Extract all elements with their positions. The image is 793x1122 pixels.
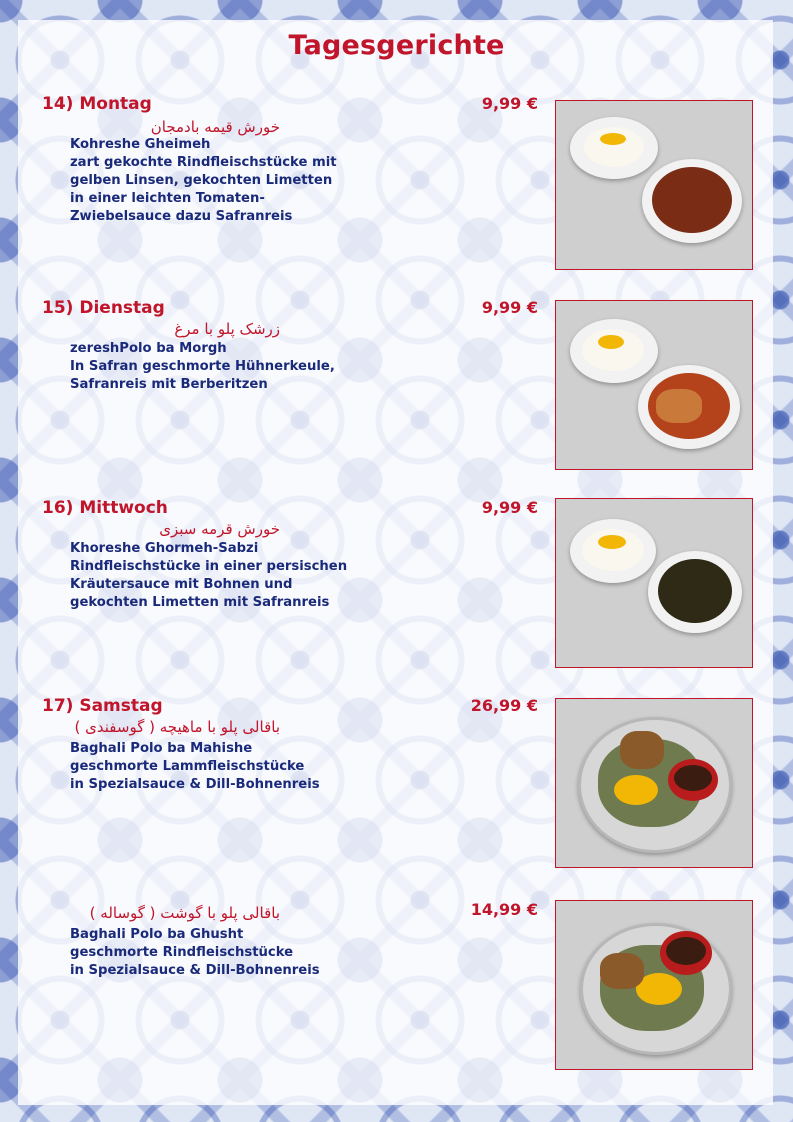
item-name: Baghali Polo ba Ghusht — [70, 927, 244, 942]
item-name: Baghali Polo ba Mahishe — [70, 741, 253, 756]
item-description: Kohreshe Gheimeh zart gekochte Rindfleischstücke mit gelben Linsen, gekochten Limetten in einer leichten Tomaten- Zwiebelsauce dazu Safranreis — [70, 136, 430, 226]
item-description: Baghali Polo ba Mahishe geschmorte Lammfleischstücke in Spezialsauce & Dill-Bohnenreis — [70, 740, 430, 794]
dish-photo — [555, 498, 753, 668]
item-persian-name: خورش قیمه بادمجان — [150, 118, 280, 136]
item-price: 9,99 € — [481, 498, 538, 517]
item-description: zereshPolo ba Morgh In Safran geschmorte Hühnerkeule, Safranreis mit Berberitzen — [70, 340, 430, 394]
page-title: Tagesgerichte — [288, 30, 505, 61]
item-name: zereshPolo ba Morgh — [70, 341, 227, 356]
item-day: 17) Samstag — [42, 696, 163, 716]
dish-photo — [555, 100, 753, 270]
dish-photo — [555, 698, 753, 868]
item-description: Baghali Polo ba Ghusht geschmorte Rindfleischstücke in Spezialsauce & Dill-Bohnenreis — [70, 926, 430, 980]
item-day: 16) Mittwoch — [42, 498, 168, 518]
item-day: 14) Montag — [42, 94, 152, 114]
item-price: 14,99 € — [470, 900, 538, 919]
item-persian-name: باقالی پلو با گوشت ( گوساله ) — [89, 904, 280, 922]
item-persian-name: خورش قرمه سبزی — [159, 520, 280, 538]
item-persian-name: باقالی پلو با ماهیچه ( گوسفندی ) — [74, 718, 280, 736]
item-persian-name: زرشک پلو با مرغ — [174, 320, 280, 338]
item-description: Khoreshe Ghormeh-Sabzi Rindfleischstücke in einer persischen Kräutersauce mit Bohnen und gekochten Limetten mit Safranreis — [70, 540, 430, 612]
dish-photo — [555, 900, 753, 1070]
item-name: Kohreshe Gheimeh — [70, 137, 211, 152]
item-price: 9,99 € — [481, 298, 538, 317]
item-day: 15) Dienstag — [42, 298, 165, 318]
item-name: Khoreshe Ghormeh-Sabzi — [70, 541, 259, 556]
dish-photo — [555, 300, 753, 470]
item-price: 9,99 € — [481, 94, 538, 113]
item-price: 26,99 € — [470, 696, 538, 715]
